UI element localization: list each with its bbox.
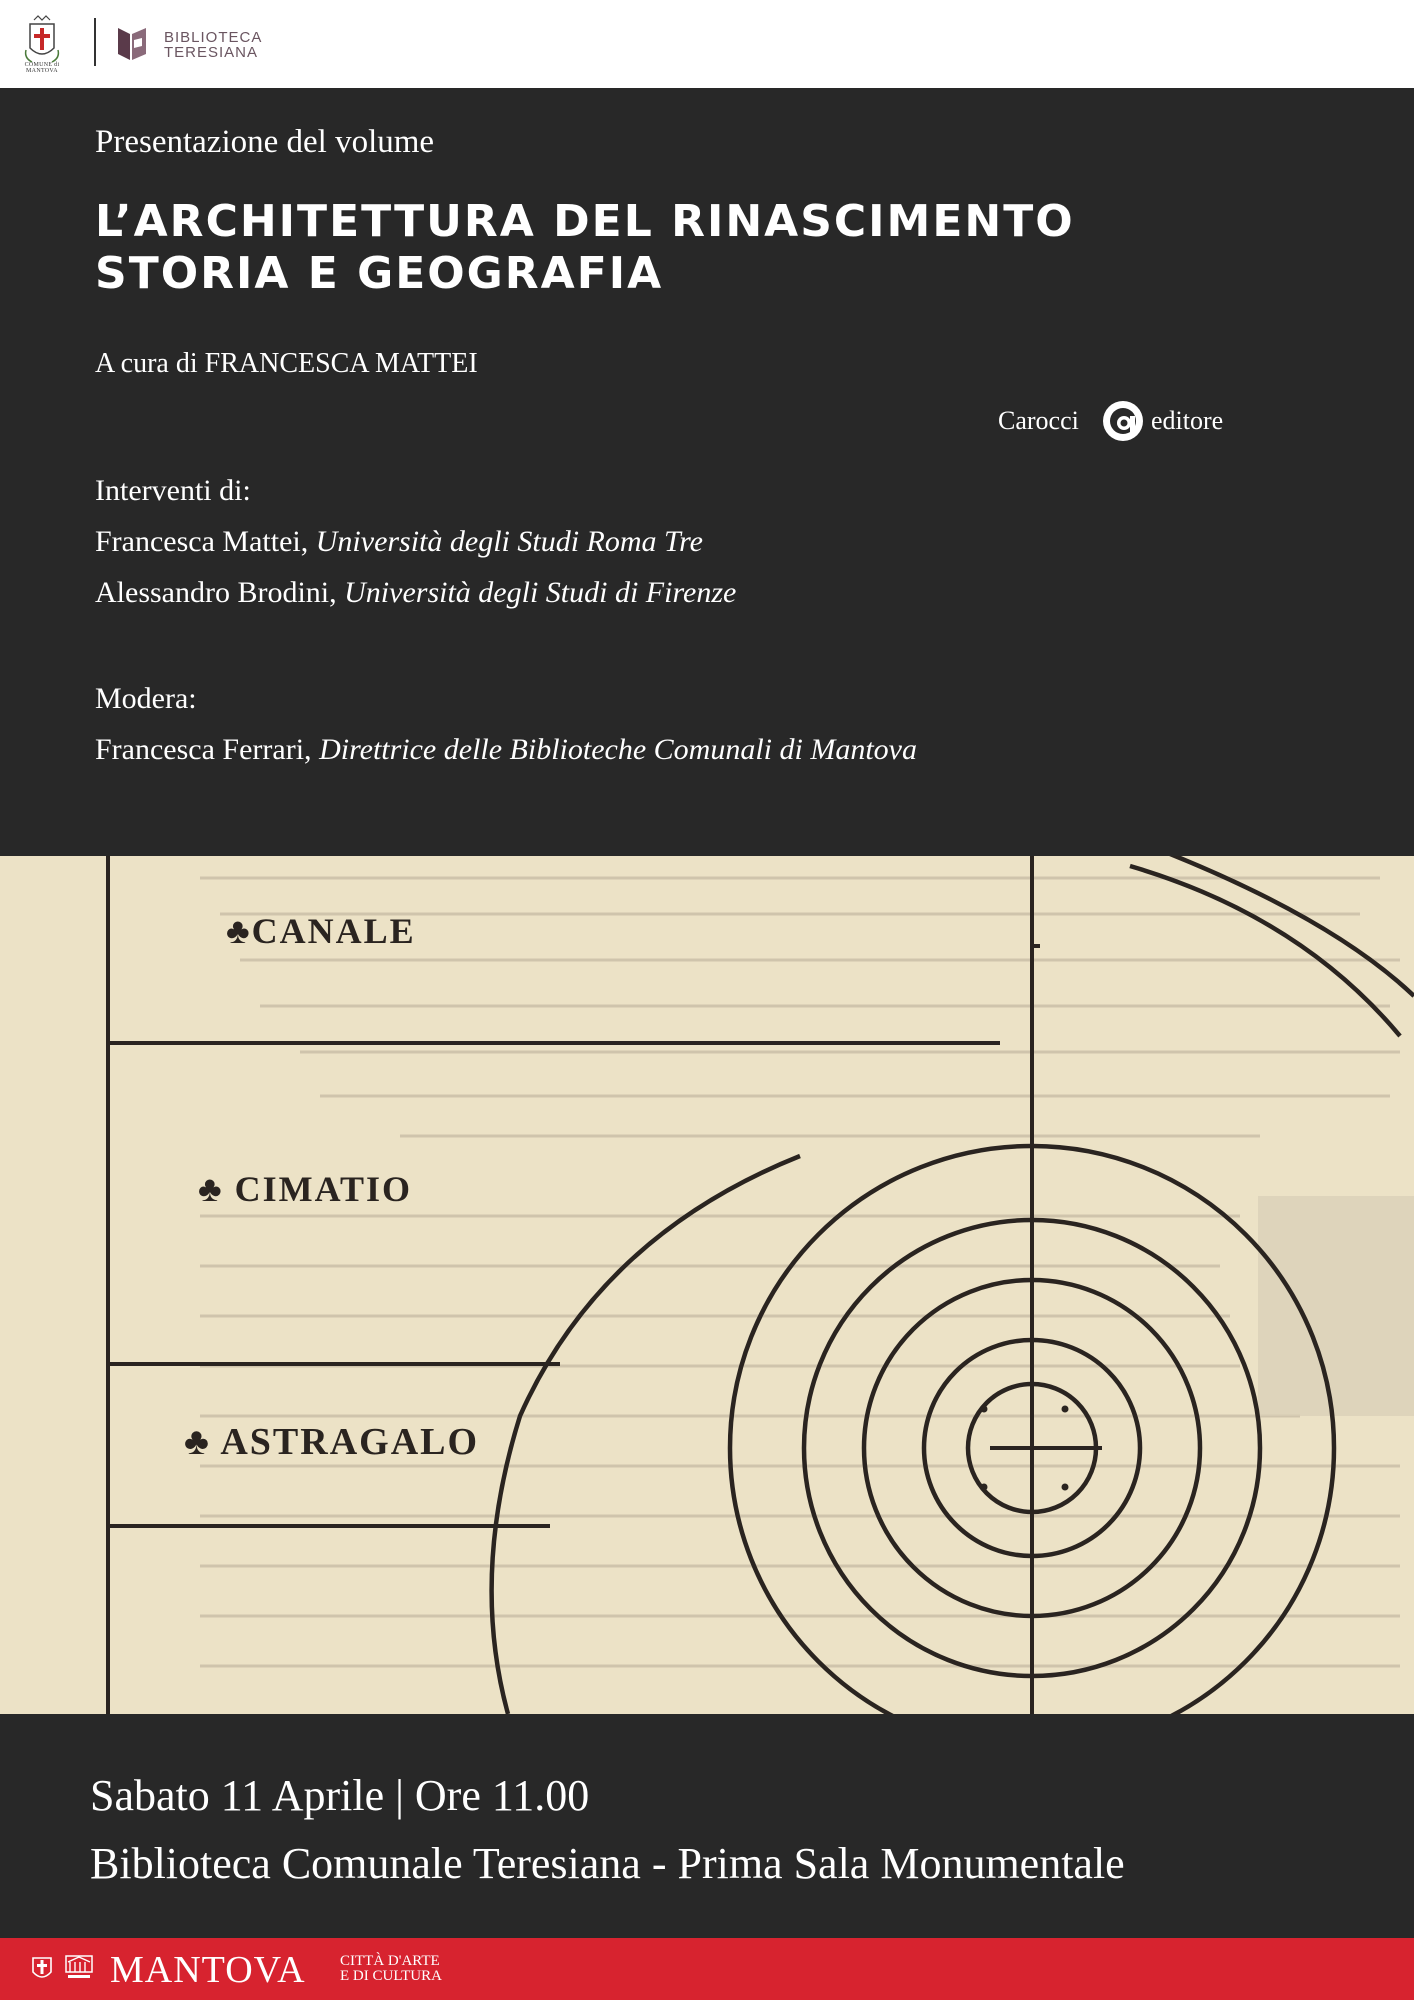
moderator-row xyxy=(95,733,917,767)
event-venue: Biblioteca Comunale Teresiana - Prima Sala Monumentale xyxy=(90,1839,1125,1888)
logo-divider xyxy=(94,18,96,66)
speaker-name: Alessandro Brodini, xyxy=(95,576,337,609)
speaker-row xyxy=(95,525,703,559)
footer-tagline-line2: E DI CULTURA xyxy=(340,1968,442,1984)
publisher-name-right: editore xyxy=(1151,406,1224,435)
canale-text: CANALE xyxy=(251,911,416,951)
publisher-logo xyxy=(998,398,1248,444)
footer-city: MANTOVA xyxy=(110,1949,306,1991)
ornament-icon: ♣ xyxy=(226,911,252,951)
speaker-name: Francesca Mattei, xyxy=(95,525,309,558)
label-astragalo xyxy=(184,1420,479,1464)
speakers-heading: Interventi di: xyxy=(95,474,251,507)
event-title-line1: L’ARCHITETTURA DEL RINASCIMENTO xyxy=(95,196,1075,247)
treatise-illustration xyxy=(0,856,1414,1714)
speaker-affiliation: Università degli Studi di Firenze xyxy=(344,576,737,609)
publisher-name-left: Carocci xyxy=(998,406,1079,435)
ornament-icon: ♣ xyxy=(184,1421,211,1463)
footer-bar xyxy=(0,1938,1414,2000)
unesco-icon xyxy=(64,1952,94,1982)
top-logo-bar xyxy=(0,0,1414,88)
library-logo-text xyxy=(164,30,262,60)
astragalo-text: ASTRAGALO xyxy=(220,1421,480,1463)
ornament-icon: ♣ xyxy=(198,1169,224,1209)
event-info-panel xyxy=(0,88,1414,856)
moderator-affiliation: Direttrice delle Biblioteche Comunali di Mantova xyxy=(319,733,917,766)
event-title-line2: STORIA E GEOGRAFIA xyxy=(95,248,664,299)
footer-tagline-line1: CITTÀ D'ARTE xyxy=(340,1953,440,1969)
moderator-name: Francesca Ferrari, xyxy=(95,733,312,766)
label-cimatio xyxy=(198,1168,412,1210)
event-date-time: Sabato 11 Aprile | Ore 11.00 xyxy=(90,1771,590,1820)
event-lead: Presentazione del volume xyxy=(95,124,435,160)
label-canale xyxy=(226,910,416,952)
speaker-affiliation: Università degli Studi Roma Tre xyxy=(315,525,703,558)
footer-tagline xyxy=(340,1954,442,1984)
library-logo-line2: TERESIANA xyxy=(164,44,259,61)
schedule-panel xyxy=(0,1714,1414,1938)
cimatio-text: CIMATIO xyxy=(234,1169,412,1209)
biblioteca-teresiana-logo-icon xyxy=(116,24,148,62)
library-logo-line1: BIBLIOTECA xyxy=(164,29,263,46)
moderator-heading: Modera: xyxy=(95,682,197,715)
city-crest-icon xyxy=(30,1952,54,1984)
volute-diagram xyxy=(0,856,1414,1714)
speaker-row xyxy=(95,576,736,610)
carocci-at-icon xyxy=(1100,398,1146,444)
event-curator: A cura di FRANCESCA MATTEI xyxy=(95,348,478,379)
crest-caption: COMUNE di MANTOVA xyxy=(24,62,60,74)
